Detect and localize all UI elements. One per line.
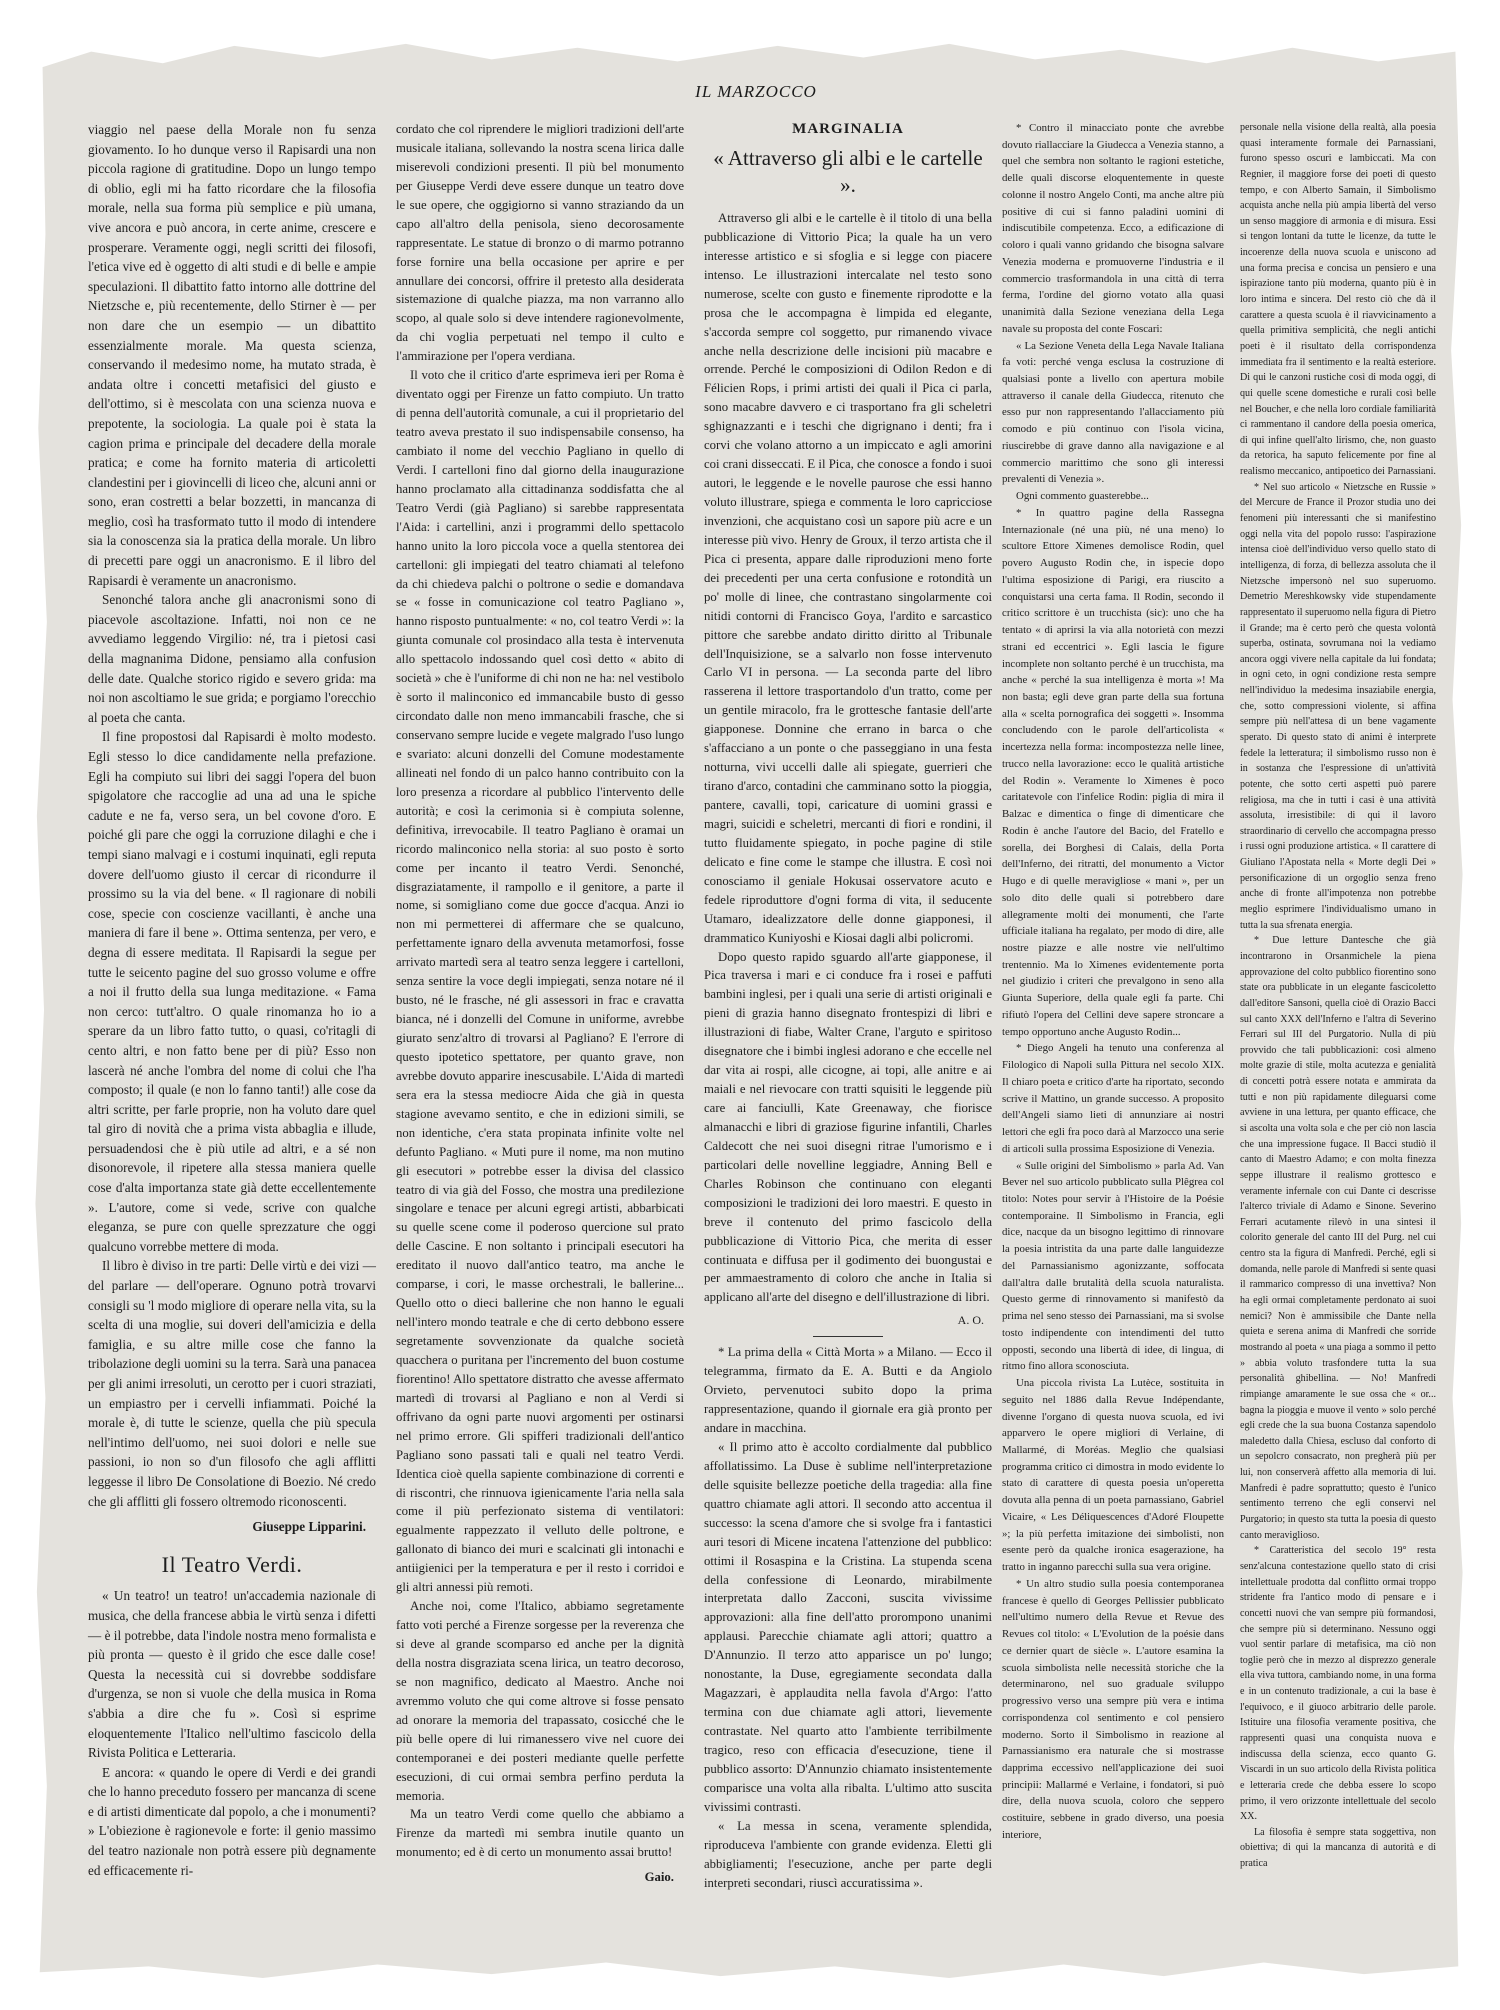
col3-paragraph: Dopo questo rapido sguardo all'arte giapponese, il Pica traversa i mari e ci conduce fra i rosei e paffuti bambini inglesi, per i quali una serie di artisti originali e pieni di grazia hanno disegnato frontespizi di libri e illustrazioni di fiabe, Walter Crane, l'arguto e spiritoso disegnatore che i bimbi inglesi adorano e che eccelle nel dar vita ai rospi, alle cicogne, ai topi, alle anitre e ai maiali e nel rievocare con tratti squisiti le leggende più care ai fanciulli, Kate Greenaway, che fiorisce almanacchi e libri di graziose figurine infantili, Charles Caldecott che nei suoi disegni ritrae l'umorismo e i particolari delle novelline leggiadre, Anning Bell e Charles Robinson che continuano con eleganti composizioni le tradizioni dei loro maestri. E questo in breve il contenuto del primo fascicolo della pubblicazione di Vittorio Pica, che merita di esser continuata e diffusa per il godimento dei buongustai e per ammaestramento di coloro che anche in Italia si applicano all'arte del disegno e dell'illustrazione di libri. bbox=[704, 949, 992, 1305]
column-2 bbox=[396, 120, 684, 1887]
column-4 bbox=[1002, 120, 1224, 1844]
col5-paragraph: * Caratteristica del secolo 19° resta senz'alcuna contestazione quello stato di crisi intellettuale prodotta dal conflitto ormai troppo stridente fra l'antico modo di pensare e i concetti nuovi che van sempre più formandosi, che sempre più si determinano. Nessuno oggi vuol sentir parlare di metafisica, ma ciò non toglie però che in mezzo al disprezzo generale ella viva tuttora, cambiando nome, in una forma e in un contenuto tradizionale, a cui la base è l'equivoco, e il giuoco arbitrario delle parole. Istituire una filosofia veramente positiva, che rappresenti quasi una conquista nuova e indiscussa della scienza, ecco quanto G. Viscardi in un suo articolo della Rivista politica e letteraria crede che debba essere lo scopo primo, il vero orizzonte intellettuale del secolo XX. bbox=[1240, 1545, 1436, 1823]
col3-paragraph: « Il primo atto è accolto cordialmente dal pubblico affollatissimo. La Duse è sublime nell'interpretazione delle squisite bellezze poetiche della tragedia: alla fine quattro chiamate agli attori. Il secondo atto accentua il successo: la scena d'amore che si svolge fra i fantastici auri tesori di Micene incatena l'attenzione del pubblico: ottimi il Rosaspina e la Cristina. La stupenda scena della confessione di Leonardo, mirabilmente interpretata dallo Zacconi, suscita vivissime approvazioni: alla fine dell'atto prorompono unanimi applausi. Parecchie chiamate agli attori; quattro a D'Annunzio. Il terzo atto apparisce un po' lungo; nonostante, la Duse, egregiamente secondata dalla Magazzari, è applaudita nella favola d'Argo: l'atto termina con due chiamate agli attori, lievemente contrastate. Nel quarto atto l'ambiente terribilmente tragico, reso con efficacia d'esecuzione, tiene il pubblico assorto: D'Annunzio chiamato insistentemente comparisce una volta alla ribalta. L'ultimo atto suscita vivissimi contrasti. bbox=[704, 1439, 992, 1814]
article-signature: Giuseppe Lipparini. bbox=[252, 1519, 366, 1535]
column-5 bbox=[1240, 120, 1436, 1872]
section-divider bbox=[813, 1336, 883, 1337]
col2-paragraph: Anche noi, come l'Italico, abbiamo segretamente fatto voti perché a Firenze sorgesse per la reverenza che si deve al grande scomparso ed anche per la dignità della nostra disgraziata scena lirica, un teatro decoroso, se non magnifico, dedicato al Maestro. Anche noi avremmo voluto che qui come altrove si fosse pensato ad onorare la memoria del trapassato, cosicché che le più belle opere di lui rimanessero vive nel cuore dei contemporanei e dei posteri mediante quelle perfette esecuzioni, di cui ormai sembra perfino perduta la memoria. bbox=[396, 1599, 684, 1803]
col5-paragraph: La filosofia è sempre stata soggettiva, non obiettiva; di qui la mancanza di autorità e di pratica bbox=[1240, 1826, 1436, 1870]
col5-paragraph: * Nel suo articolo « Nietzsche en Russie » del Mercure de France il Prozor studia uno dei fenomeni più interessanti che si manifestino oggi nella vita del popolo russo: l'aspirazione intensa cioè dell'individuo verso quello stato di intelligenza, di forza, di bellezza assoluta che il Nietzsche impersonò nel suo superuomo. Demetrio Mereshkowsky vide stupendamente rappresentato il superuomo nella figura di Pietro il Grande; ma è certo però che questa volontà superba, ostinata, sovrumana noi la vediamo ancora oggi vivere nella capitale da lui fondata; in ogni ceto, in ogni condizione resta sempre nell'individuo la medesima insaziabile energia, che, sotto compressioni violente, si affina sempre più nell'attesa di un bene vagamente sperato. Di questo stato di animi è interprete fedele la letteratura; il simbolismo russo non è in sostanza che l'espressione di un'attività potente, che sotto certi aspetti può parere religiosa, ma che in tutti i casi è una attività assoluta, irresistibile: di qui il lavoro straordinario di cervello che accompagna presso i russi ogni produzione artistica. « Il carattere di Giuliano l'Apostata nella « Morte degli Dei » personificazione di un orgoglio senza freno anche di fronte all'impotenza non potrebbe meglio esprimere l'individualismo umano in tutta la sua sfrenata energia. bbox=[1240, 481, 1436, 931]
col4-paragraph: « La Sezione Veneta della Lega Navale Italiana fa voti: perché venga esclusa la costruzione di qualsiasi ponte a livello con apertura mobile attraverso il canale della Giudecca, ritenuto che esso pur non rappresentando l'allacciamento più comodo e più continuo con l'isola vicina, riuscirebbe di grave danno alla navigazione e al commercio marittimo che sono gli interessi prevalenti di Venezia ». bbox=[1002, 339, 1224, 486]
col2-paragraph: Il voto che il critico d'arte esprimeva ieri per Roma è diventato oggi per Firenze un fatto compiuto. Un tratto di penna dell'autorità comunale, a cui il proprietario del teatro aveva prestato il suo indispensabile consenso, ha cambiato il nome del vecchio Pagliano in quello di Verdi. I cartelloni fino dal giorno della inaugurazione hanno proclamato alla cittadinanza soddisfatta che al Teatro Verdi (già Pagliano) si sarebbe rappresentata l'Aida: i cartellini, anzi i programmi dello spettacolo hanno unito la loro piccola voce a quella stentorea dei cartelloni: gli impiegati del teatro chiamati al telefono da chi chiedeva palchi o poltrone o sedie e domandava se « fosse in comunicazione col teatro Pagliano », hanno rispostо puntualmente: « no, col teatro Verdi »: la giunta comunale col prosindaco alla testa è intervenuta allo spettacolo indossando quel così detto « abito di società » che è l'uniforme di chi non ne ha: nel vestibolo è sorto il malinconico ed immancabile busto di gesso circondato dalle non meno immancabili frasche, che si conservano sempre lucide e vegete malgrado l'uso lungo e svariato: alcuni donzelli del Comune modestamente allineati nel fondo di un palco hanno contribuito con la loro presenza a ricordare al pubblico l'intervento delle autorità; e così la cerimonia si è compiuta solenne, definitiva, irrevocabile. Il teatro Pagliano è oramai un ricordo malinconico nella storia: al suo posto è sorto come per incanto il teatro Verdi. Senonché, disgraziatamente, il rampollo e il genitore, a parte il nome, si somigliano come due gocce d'acqua. Anzi io non mi permetterei di affermare che se qualcuno, perfettamente ignaro della avvenuta metamorfosi, fosse arrivato martedì sera al teatro senza leggere i cartelloni, senza sentire la voce degli impiegati, senza notare né il busto, né le frasche, né gli assessori in frac e cravatta bianca, né i donzelli del Comune in uniforme, avrebbe giurato senz'altro di trovarsi al Pagliano? E l'errore di questo ipotetico spettatore, per quanto grave, non avrebbe dovuto apparire inescusabile. L'Aida di martedì sera era la stessa mediocre Aida che già in questa stagione avevamo sentito, e che in edizioni simili, se non identiche, c'era stata propinata infinite volte nel defunto Pagliano. « Muti pure il nome, ma non mutino gli esecutori » potrebbe esser la divisa del classico teatro di via già del Fosso, che mostra una predilezione singolare e tenace per alcuni egregi artisti, abbarbicati su quelle scene come il poderoso quercione sul prato delle Cascine. E non soltanto i principali esecutori ha ereditato il nuovo dall'antico teatro, ma anche le comparse, i cori, le masse orchestrali, le ballerine... Quello otto o dieci ballerine che non hanno le eguali nell'intero mondo teatrale e che di certo debbono essere segretamente sovvenzionate da qualche società quacchera o puritana per l'incremento del buon costume fiorentino! Allo spettatore distratto che avesse affermato martedì di trovarsi al Pagliano e non al Verdi si offrivano da ogni parte nuovi argomenti per ostinarsi nel primo errore. Gli spifferi tradizionali dell'antico Pagliano sono passati tali e quali nel teatro Verdi. Identica cioè quella sapiente combinazione di correnti e di riscontri, che rinnuova igienicamente l'aria nella sala come il più perfezionato sistema di ventilatori: egualmente rappezzato il velluto delle poltrone, e gallonato di bianco dei muri e scalcinati gli intonachi e antiigienici per la temperatura e per il resto i corridoi e gli altri annessi più remoti. bbox=[396, 368, 685, 1595]
article-signature: Gaio. bbox=[644, 1870, 674, 1885]
col4-paragraph: Ogni commento guasterebbe... bbox=[1016, 490, 1149, 503]
col1-paragraph: Senonché talora anche gli anacronismi sono di piacevole ascoltazione. Infatti, noi non ce ne avvediamo leggendo Virgilio: né, tra i pietosi casi della magnanima Didone, pensiamo alla confusion delle date. Qualche storico rigido e severo grida: ma noi non ascoltiamo le sue grida; e porgiamo l'orecchio al poeta che canta. bbox=[88, 592, 376, 725]
col1-paragraph: viaggio nel paese della Morale non fu senza giovamento. Io ho dunque verso il Rapisardi una non piccola ragione di gratitudine. Dopo un lungo tempo di oblio, egli mi ha fatto ricordare che la filosofia morale, nella sua forma più semplice e più umana, vive ancora e può ancora, in certe anime, crescere e prosperare. Veramente oggi, negli scritti dei filosofi, l'etica vive ed è oggetto di alti studi e di belle e ampie speculazioni. Il dibattito fatto intorno alle dottrine del Nietzsche e, più recentemente, dello Stirner è — per non dare che un esempio — un dibattito essenzialmente morale. Ma questa scienza, conservando il medesimo nome, ha mutato strada, è andata oltre i concetti metafisici del giusto e dell'ottimo, si è mescolata con una scienza nuova e prepotente, la sociologia. La quale poi è stata la cagion prima e principale del decadere della morale pratica; e come ha fornito materia di articoletti clandestini per i giovincelli di liceo che, alcuni anni or sono, eran costretti a belar bozzetti, in mancanza di meglio, così ha trasformato tutto il modo di intendere sia la conoscenza sia la pratica della morale. Un libro di precetti pare oggi un anacronismo. E il libro del Rapisardi è veramente un anacronismo. bbox=[88, 122, 376, 588]
column-3 bbox=[704, 120, 992, 1892]
masthead bbox=[70, 82, 1442, 102]
col1-paragraph: Il libro è diviso in tre parti: Delle virtù e dei vizi — del parlare — dell'operare. Ognuno potrà trovarvi consigli su 'l modo migliore di operare nella vita, su la scelta di una moglie, sui doveri dell'amicizia e della famiglia, e su altre mille cose che fanno la tribolazione degli uomini su la terra. Sarà una panacea per gli animi irresoluti, un cerotto per i cuori straziati, un empiastro per i cervelli infiammati. Poiché la morale è, di tutte le scienze, quella che più specula nell'intimo dell'uomo, nei suoi dolori e nelle sue passioni, io non so d'un filosofo che agli afflitti leggesse il libro De Consolatione di Boezio. Né credo che gli afflitti gli fossero oltremodo riconoscenti. bbox=[88, 1258, 376, 1509]
col4-paragraph: Una piccola rivista La Lutèce, sostituita in seguito nel 1886 dalla Revue Indépendante, divenne l'organo di questa nuova scuola, ed ivi apparvero le opere migliori di Verlaine, di Mallarmé, di Moréas. Meglio che qualsiasi programma critico ci dimostra in modo evidente lo stato di carattere di questa poesia un'operetta dovuta alla penna di un poeta parnassiano, Gabriel Vicaire, « Les Déliquescences d'Adoré Floupette »; la più perfetta imitazione dei simbolisti, non esente però da qualche ironica esagerazione, ha tratto in inganno parecchi sulla sua vera origine. bbox=[1002, 1377, 1224, 1574]
col1-paragraph: Il fine propostosi dal Rapisardi è molto modesto. Egli stesso lo dice candidamente nella prefazione. Egli ha compiuto sui libri dei saggi l'opera del buon spigolatore che raccoglie ad una ad una le spiche cadute e ne fa, verso sera, un bel covone d'oro. E poiché gli pare che oggi la corruzione dilaghi e che i tempi siano malvagi e i costumi inquinati, egli reputa dovere dell'uomo giusto il cercar di ricondurre il prossimo su la via del bene. « Il ragionare di nobili cose, specie con coscienze vacillanti, è anche una maniera di fare il bene ». Ottima sentenza, per vero, e degna di essere meditata. Il Rapisardi la segue per tutte le seicento pagine del suo grosso volume e offre a noi il frutto della sua lunga meditazione. « Fama non cerco: tutt'altro. O quale rinomanza ho io a sperare da un libro fatto tutto, o quasi, co'ritagli di cento altri, e non fatto bene per di più? Esso non lascerà né anche l'ombra del nome di colui che l'ha composto; il quale (e non lo fanno tanti!) alle cose da altri scritte, per farle proprie, non ha voluto dare quel tal giro di novità che a prima vista abbaglia e illude, persuadendosi che è più utile ad altri, e a sé non disonorevole, il ripetere alla stessa maniera quelle cose d'alta importanza state già dette eccellentemente ». L'autore, come si vede, scrive con qualche eleganza, se pure con quelle sprezzature che oggi qualcuno vorrebbe mettere di moda. bbox=[88, 729, 376, 1254]
col3-paragraph: Attraverso gli albi e le cartelle è il titolo di una bella pubblicazione di Vittorio Pica; la quale ha un vero interesse artistico e si sfoglia e si legge con piacere intenso. Le illustrazioni intercalate nel testo sono numerose, scelte con gusto e finemente riprodotte e la prosa che le accompagna è limpida ed elegante, s'accorda sempre col soggetto, pur rimanendo vivace anche nella descrizione delle incisioni più macabre e orrende. Perché le composizioni di Odilon Redon e di Félicien Rops, i primi artisti dei quali il Pica ci parla, sono macabre davvero e ci trasportano fra gli scheletri sghignazzanti e i teschi che digrignano i denti; fra i corvi che volano attorno a un impiccato e agli amorini coi crani disseccati. E il Pica, che conosce a fondo i suoi autori, le leggende e le novelle paurose che essi hanno voluto illustrare, spiega e commenta le loro capricciose invenzioni, che acquistano così un sapore più acre e un interesse più vivo. Henry de Groux, il terzo artista che il Pica ci presenta, appare dalle riproduzioni meno forte dei precedenti per una certa confusione e rotondità un po' molle di linee, che contrastano singolarmente coi nitidi contorni di Francisco Goya, l'ardito e sarcastico pittore che sarebbe andato diritto diritto al Tribunale dell'Inquisizione, se a salvarlo non fosse intervenuto Carlo VI in persona. — La seconda parte del libro rasserena il lettore trasportandolo d'un tratto, come per un gentile miracolo, fra le grottesche fantasie dell'arte giapponese. Donnine che erranо in barca o che s'affacciano a un ponte o che passeggiano in una festa notturna, vivi uccelli dalle ali spiegate, guerrieri che tirano d'arco, contadini che camminano sotto la pioggia, pantere, cavalli, topi, caricature di uomini grassi e magri, suicidi e scheletri, mercanti di fiori e rondini, il tutto fluidamente spiegato, in poche pagine di stile delicato e fine come le stampe che illustra. E così noi conosciamo il geniale Hokusai osservatore acuto e fedele riproduttore d'ogni forma di vita, il seducente Utamaro, idealizzatore delle donne giapponesi, il drammatico Kuniyoshi e Kiosai dagli albi policromi. bbox=[704, 210, 992, 945]
col3-paragraph: * La prima della « Città Morta » a Milano. — Ecco il telegramma, firmato da E. A. Butti e da Angiolo Orvieto, pervenutoci subito dopo la prima rappresentazione, quando il giornale era già pronto per andare in macchina. bbox=[704, 1345, 992, 1435]
col5-paragraph: * Due letture Dantesche che già incontrarono in Orsanmichele la piena approvazione del colto pubblico fiorentino sono state ora pubblicate in un elegante fascicoletto dall'editore Sansoni, quella cioè di Orazio Bacci sul canto XXX dell'Inferno e l'altra di Severino Ferrari sul III del Purgatorio. Nulla di più provvido che tali pubblicazioni: così almeno molte grazie di stile, molta acutezza e genialità di concetti potrà essere notata e ammirata da tutti e non più rapidamente dileguarsi come avviene in una lettura, per quanto efficace, che si ascolta una volta sola e che per ciò non lascia che una impressione fugace. Il Bacci studiò il canto di Maestro Adamo; e con molta finezza seppe illustrare il realismo grottesco e veramente infernale con cui Dante ci descrisse l'alterco triviale di Adamo e Sinone. Severino Ferrari acutamente rilevò in una sintesi il colorito generale del canto III del Purg. nel cui centro sta la figura di Manfredi. Perché, egli si domanda, nelle parole di Manfredi si sente quasi il rammarico compresso di una invettiva? Non ha egli ormai completamente perdonato ai suoi nemici? Non è ammissibile che Dante nella quieta e serena anima di Manfredi che sorride mostrando al poeta « una piaga a sommo il petto » abbia voluto trasfondere tutta la sua personalità ghibellina. — No! Manfredi rimpiange amaramente le sue ossa che « or... bagna la pioggia e muove il vento » solo perché egli crede che la sua buona Costanza sapendolo maledetto dalla Chiesa, escluso dal conforto di un sepolcro consacrato, non pregherà più per lui, non conserverà affetto alla memoria di lui. Manfredi è padre soprattutto; questo è l'unico sentimento terreno che egli conservi nel Purgatorio; in questo sta tutta la poesia di questo canto meraviglioso. bbox=[1240, 935, 1436, 1541]
col4-paragraph: « Sulle origini del Simbolismo » parla Ad. Van Bever nel suo articolo pubblicato sulla Plêgrea col titolo: Notes pour servir à l'Histoire de la Poésie contemporaine. Il Simbolismo in Francia, egli dice, nacque da un bisogno legittimo di rinnovare la poesia intristita da una parte dalle languidezze del Parnassianismo agonizzante, soffocata dall'altra dalle brutalità della scuola naturalista. Questo germe di rinnovamento si manifestò da prima nel seno stesso dei Parnassiani, ma si svolse tosto indipendente con intendimenti del tutto opposti, secondo una libertà di idee, di lingua, di ritmo fino allora sconosciuta. bbox=[1002, 1159, 1224, 1373]
col4-paragraph: * Contro il minacciato ponte che avrebbe dovuto riallacciare la Giudecca a Venezia stanno, a quel che sembra non soltanto le ragioni estetiche, delle quali discorse eloquentemente in queste colonne il nostro Angelo Conti, ma anche altre più positive di cui si fanno paladini uomini di indiscutibile competenza. Ecco, a edificazione di coloro i quali vanno gridando che bisogna salvare Venezia moderna e promuoverne l'industria e il commercio trasformandola in una città di terra ferma, l'ordine del giorno votato alla quasi unanimità dalla Sezione veneziana della Lega navale su proposta del conte Foscari: bbox=[1002, 122, 1224, 335]
masthead-title: IL MARZOCCO bbox=[695, 82, 817, 101]
col4-paragraph: * Un altro studio sulla poesia contemporanea francese è quello di Georges Pellissier pubblicato nell'ultimo numero della Revue et Revue des Revues col titolo: « L'Evolution de la poésie dans ce dernier quart de siècle ». L'autore esamina la scuola simbolista nelle necessità storiche che la determinarono, nel suo graduale sviluppo progressivo verso una sempre più vera e intima corrispondenza col sentimento e col pensiero moderno. Sorto il Simbolismo in reazione al Parnassianismo era naturale che si mostrasse dapprima eccessivo nell'applicazione dei suoi principii: Mallarmé e Verlaine, i fondatori, si può dire, della nuova scuola, coloro che seppero costituire, sebbene in grado diverso, una poesia interiore, bbox=[1002, 1577, 1224, 1841]
marginalia-title: MARGINALIA bbox=[792, 121, 904, 137]
col3-paragraph: « La messa in scena, veramente splendida, riproduceva l'ambiente con grande evidenza. Eletti gli abbigliamenti; l'esecuzione, anche per parte degli interpreti secondari, riuscì accuratissima ». bbox=[704, 1818, 992, 1890]
column-1 bbox=[88, 120, 376, 1880]
col2-paragraph: Ma un teatro Verdi come quello che abbiamo a Firenze da martedì mi sembra inutile quanto un monumento; ed è di certo un monumento assai brutto! bbox=[396, 1807, 684, 1860]
col1-section-paragraph: E ancora: « quando le opere di Verdi e dei grandi che lo hanno preceduto fossero per mancanza di scene e di artisti dimenticate dal popolo, a che i monumenti? » L'obiezione è ragionevole e forte: il genio massimo del teatro nazionale non potrà essere più degnamente ed efficacemente ri- bbox=[88, 1764, 376, 1878]
newspaper-paper bbox=[70, 52, 1442, 1938]
marginalia-subtitle: « Attraverso gli albi e le cartelle ». bbox=[713, 145, 983, 197]
col1-section-paragraph: « Un teatro! un teatro! un'accademia nazionale di musica, che della francese abbia le virtù senza i difetti — è il potrebbe, data l'indole nostra meno formalista e più pronta — questo è il grido che esce dalle cose! Questa la necessità cui si dovrebbe soddisfare d'urgenza, se non si vuole che della musica in Roma s'abbia a dire che fu ». Così si esprime eloquentemente l'Italico nell'ultimo fascicolo della Rivista Politica e Letteraria. bbox=[88, 1588, 376, 1761]
section-title: Il Teatro Verdi. bbox=[161, 1551, 303, 1577]
col2-paragraph: cordato che col riprendere le migliori tradizioni dell'arte musicale italiana, sollevando la nostra scena lirica dalle miserevoli condizioni presenti. Il più bel monumento per Giuseppe Verdi deve essere dunque un teatro dove le sue opere, che oggigiorno si vanno straziando da un capo all'altro della penisola, sieno decorosamente rappresentate. Le statue di bronzo o di marmo potranno forse fornire una bella occasione per aprire e per annullare dei concorsi, offrire il pretesto alla desiderata sistemazione di qualche piazza, ma non varranno allo scopo, al quale solo si deve intendere ragionevolmente, da chi voglia perpetuati nel tempo il culto e l'ammirazione per l'opera verdiana. bbox=[396, 122, 684, 364]
col4-paragraph: * Diego Angeli ha tenuto una conferenza al Filologico di Napoli sulla Pittura nel secolo XIX. Il chiaro poeta e critico d'arte ha riportato, secondo scrive il Mattino, un grande successo. A proposito dell'Angeli siamo lieti di annunziare ai nostri lettori che egli fra poco darà al Marzocco una serie di articoli sulla prossima Esposizione di Venezia. bbox=[1002, 1042, 1224, 1155]
col5-paragraph: personale nella visione della realtà, alla poesia quasi interamente formale dei Parnassiani, furono spesso oscuri e lambiccati. Ma con Regnier, il maggiore forse dei poeti di questo tempo, e con Alberto Samain, il Simbolismo acquista anche nella più ampia libertà del verso un senso maggiore di armonia e di misura. Essi si tengon lontani da tutte le licenze, da tutte le incoerenze della nuova scuola e uniscono ad una forma precisa e concisa un pensiero e una ispirazione tanto più moderna, quanto più è in loro intima e sincera. Del resto ciò che dà il carattere a questa scuola è il riavvicinamento a quella primitiva semplicità, che negli antichi poeti è il risultato della corrispondenza immediata fra il sentimento e la realtà esteriore. Di qui le canzoni rustiche così di moda oggi, di qui quelle scene domestiche e rurali così belle nel Boucher, e che nella loro cordiale familiarità ci rammentano il candore della poesia omerica, di qui infine quell'alto lirismo, che, non guasto da retorica, ha saputo felicemente por fine al realismo meccanico, antipoetico dei Parnassiani. bbox=[1240, 122, 1436, 478]
article-signature: A. O. bbox=[957, 1313, 984, 1328]
col4-paragraph: * In quattro pagine della Rassegna Internazionale (né una più, né una meno) lo scultore Ettore Ximenes demolisce Rodin, quel povero Augusto Rodin che, in ispecie dopo l'ultima esposizione di Parigi, era riuscito a conquistarsi una certa fama. Il Rodin, secondo il critico scrittore è un trucchista (sic): uno che ha tentato « di aprirsi la via alla notorietà con mezzi strani ed eccentrici ». Egli lascia le figure incomplete non soltanto perché è un trucchista, ma anche « perché la sua intelligenza è morta »! Ma non basta; egli deve gran parte della sua fortuna alla « scelta pornografica dei soggetti ». Insomma concludendo con le parole dell'articolista « incertezza nella forma: incompostezza nelle linee, trucco nella lavorazione: ecco le qualità artistiche del Rodin ». Veramente lo Ximenes è poco caritatevole con l'infelice Rodin: piglia di mira il Balzac e dimentica o finge di dimenticare che Rodin è anche l'autore del Bacio, del Fratello e sorella, dei Borghesi di Calais, della Porta dell'Inferno, dei ritratti, del monumento a Victor Hugo e di quelle meravigliose « mani », per un solo dito delle quali si potrebbero dare allegramente molti dei monumenti, che l'arte ufficiale italiana ha regalato, per modo di dire, alle nostre piazze e alle nostre vie nell'ultimo trentennio. Ma lo Ximenes evidentemente porta nel giudizio i criteri che prevalgono in seno alla Giunta Superiore, della quale egli fa parte. Chi rifiutò l'opera del Cellini deve sapere stroncare a tempo opportuno anche Augusto Rodin... bbox=[1002, 506, 1224, 1038]
